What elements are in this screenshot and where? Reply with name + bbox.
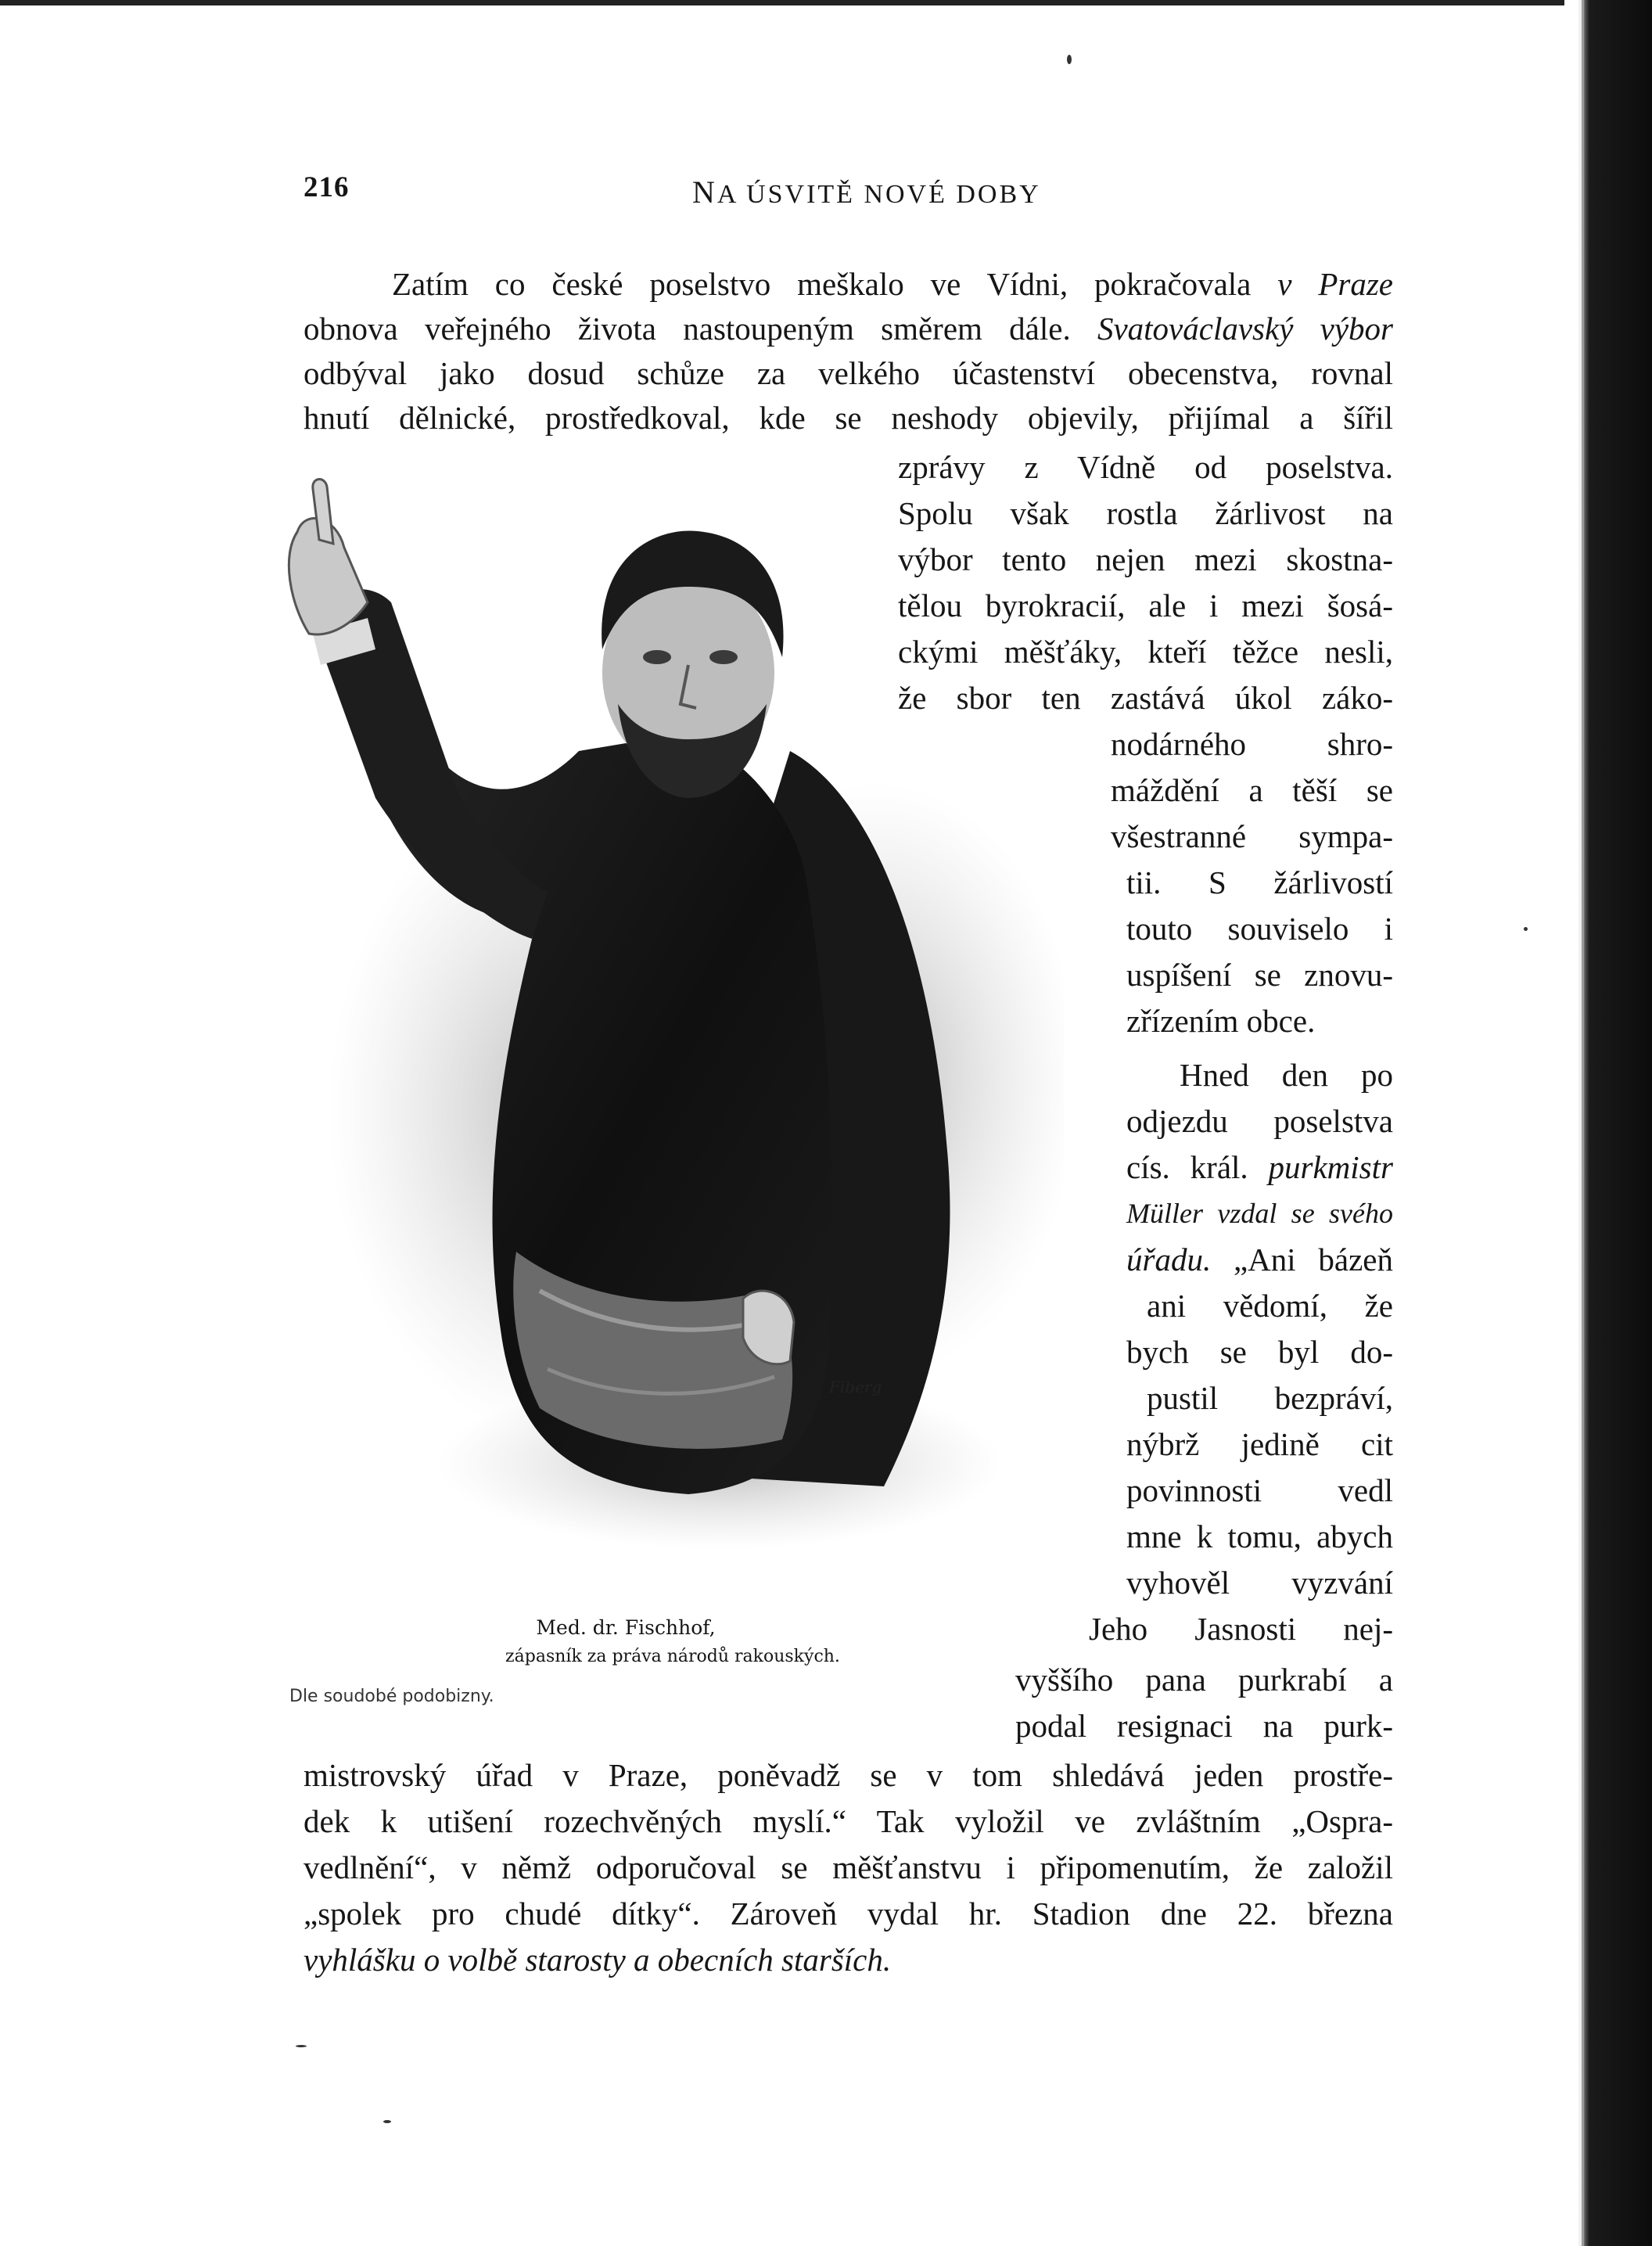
text-segment: cís. král. [1126,1149,1248,1185]
text-line: mistrovský úřad v Praze, poněvadž se v tom shledává jeden prostře- [303,1757,1393,1793]
engraver-signature-text: Fiberg [829,1378,882,1396]
text-line: bych se byl do- [1126,1334,1393,1370]
engraver-signature [828,1378,882,1396]
text-segment: obnova veřejného života nastoupeným směrem dále. [303,311,1071,347]
text-line: odjezdu poselstva [1126,1103,1393,1139]
scan-speck [1067,55,1072,64]
text-line [1126,1148,1393,1187]
text-line: že sbor ten zastává úkol záko- [898,680,1393,716]
text-line [303,309,1393,348]
text-line: hnutí dělnické, prostředkoval, kde se neshody objevily, přijímal a šířil [303,400,1393,436]
text-line [392,264,1393,304]
scan-top-edge [0,0,1564,5]
text-line: vyhověl vyzvání [1126,1565,1393,1601]
text-line: povinnosti vedl [1126,1472,1393,1508]
italic-segment: purkmistr [1268,1149,1393,1185]
text-line: zřízením obce. [1126,1003,1316,1039]
book-binding-edge [1578,0,1652,2246]
text-line: vyhlášku o volbě starosty a obecních starších. [303,1942,892,1978]
text-line: „spolek pro chudé dítky“. Zároveň vydal hr. Stadion dne 22. března [303,1896,1393,1932]
italic-segment: v Praze [1277,266,1393,302]
running-head [692,174,1041,210]
text-line: podal resignaci na purk- [1015,1708,1393,1744]
text-segment: „Ani bázeň [1233,1242,1394,1278]
figure-caption-name: Med. dr. Fischhof, [536,1616,716,1639]
text-line: touto souviselo i [1126,911,1393,947]
text-line: tii. S žárlivostí [1126,864,1393,900]
text-line: zprávy z Vídně od poselstva. [898,449,1393,485]
text-line: mne k tomu, abych [1126,1518,1393,1554]
text-line: odbýval jako dosud schůze za velkého účastenství obecenstva, rovnal [303,355,1393,391]
text-line: ckými měšťáky, kteří těžce nesli, [898,634,1393,670]
figure-caption-description: zápasník za práva národů rakouských. [505,1647,840,1666]
text-line: ani vědomí, že [1147,1288,1393,1324]
text-line: výbor tento nejen mezi skostna- [898,541,1393,577]
scan-speck [296,2045,307,2047]
text-line: pustil bezpráví, [1147,1380,1393,1416]
text-line: dek k utišení rozechvěných myslí.“ Tak vyložil ve zvláštním „Ospra- [303,1803,1393,1839]
text-line: vyššího pana purkrabí a [1015,1662,1393,1698]
text-line: uspíšení se znovu- [1126,957,1393,993]
text-line: všestranné sympa- [1111,818,1393,854]
scan-speck [383,2120,391,2123]
lower-hand [743,1291,794,1364]
text-line: vedlnění“, v němž odporučoval se měšťanstvu i připomenutím, že založil [303,1849,1393,1885]
figure-source-note: Dle soudobé podobizny. [289,1687,494,1706]
text-line: máždění a těší se [1111,772,1393,808]
page-number: 216 [303,171,350,203]
text-line: Hned den po [1180,1057,1393,1093]
raised-hand [289,480,368,634]
italic-segment: Svatováclavský výbor [1097,311,1393,347]
text-segment: Zatím co české poselstvo meškalo ve Vídni, pokračovala [392,266,1252,302]
text-line: Müller vzdal se svého [1126,1198,1393,1229]
text-line: Jeho Jasnosti nej- [1089,1611,1393,1647]
text-line [1126,1240,1393,1279]
text-line: nýbrž jedině cit [1126,1426,1393,1462]
scan-speck [1524,927,1528,931]
text-line: nodárného shro- [1111,726,1393,762]
running-head-initial: N [692,174,717,210]
text-line: tělou byrokracií, ale i mezi šosá- [898,588,1393,623]
running-head-text: A ÚSVITĚ NOVÉ DOBY [716,180,1041,209]
italic-segment: úřadu. [1126,1242,1212,1278]
text-line: Spolu však rostla žárlivost na [898,495,1393,531]
